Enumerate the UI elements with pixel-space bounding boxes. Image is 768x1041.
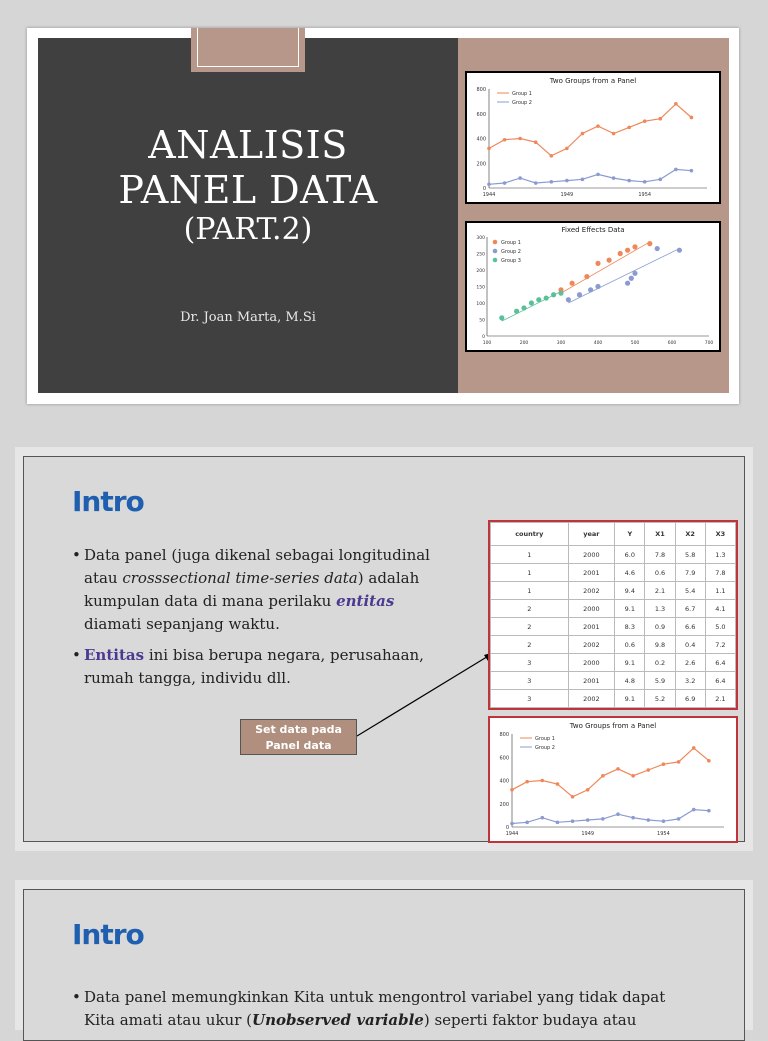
table-cell: 9.1: [615, 690, 645, 708]
table-cell: 9.1: [615, 654, 645, 672]
x-tick-label: 300: [556, 341, 566, 346]
table-cell: 6.0: [615, 546, 645, 564]
data-point: [577, 292, 582, 297]
table-cell: 7.9: [675, 564, 705, 582]
bullet-item: • Data panel memungkinkan Kita untuk mengontrol variabel yang tidak dapat Kita amati atau ukur (Unobserved variable) seperti faktor budaya atau: [72, 988, 666, 1029]
data-point: [643, 180, 647, 184]
x-tick-label: 1954: [657, 831, 670, 837]
bullet-item: • Entitas ini bisa berupa negara, perusahaan, rumah tangga, individu dll.: [72, 646, 424, 687]
data-point: [518, 176, 522, 180]
data-point: [618, 251, 623, 256]
bullet-text: ) adalah kumpulan data di mana perilaku: [84, 569, 420, 610]
line-chart-box: [465, 71, 721, 204]
table-row: [491, 546, 736, 564]
table-header-cell: Y: [615, 523, 645, 546]
chart-title: Two Groups from a Panel: [549, 77, 637, 85]
data-point: [549, 154, 553, 158]
entitas-term: entitas: [336, 592, 395, 610]
table-cell: 7.2: [705, 636, 735, 654]
data-point: [607, 258, 612, 263]
table-cell: 2.1: [645, 582, 675, 600]
data-point: [566, 297, 571, 302]
y-tick-label: 200: [499, 801, 509, 808]
data-point: [662, 762, 666, 766]
data-point: [596, 124, 600, 128]
title-slide: [27, 28, 739, 404]
data-point: [510, 822, 514, 826]
data-point: [616, 812, 620, 816]
slide-2: [23, 456, 745, 842]
table-cell: 9.4: [615, 582, 645, 600]
data-point: [692, 808, 696, 812]
table-cell: 2: [491, 600, 569, 618]
title-panel: [38, 38, 458, 393]
y-tick-label: 0: [482, 335, 485, 340]
panel-data-table: [490, 522, 736, 708]
data-point: [525, 780, 529, 784]
x-tick-label: 1954: [638, 192, 652, 198]
table-cell: 0.2: [645, 654, 675, 672]
series-line: [512, 748, 709, 797]
data-point: [690, 169, 694, 173]
decorative-tab: [191, 28, 305, 72]
data-point: [690, 116, 694, 120]
x-tick-label: 1944: [482, 192, 496, 198]
table-row: [491, 618, 736, 636]
table-cell: 2001: [568, 618, 615, 636]
table-cell: 5.9: [645, 672, 675, 690]
table-cell: 2: [491, 636, 569, 654]
data-point: [503, 181, 507, 185]
data-point: [525, 821, 529, 825]
bullet-text: Data panel memungkinkan Kita untuk mengontrol variabel yang tidak dapat: [84, 988, 666, 1006]
author-name: Dr. Joan Marta, M.Si: [180, 310, 316, 325]
table-cell: 2002: [568, 690, 615, 708]
table-row: [491, 672, 736, 690]
table-cell: 3.2: [675, 672, 705, 690]
table-header-cell: X1: [645, 523, 675, 546]
table-row: [491, 582, 736, 600]
line-chart: [467, 73, 719, 202]
decorative-tab-frame: [197, 28, 299, 67]
table-cell: 1: [491, 564, 569, 582]
y-tick-label: 50: [479, 318, 485, 324]
data-point: [643, 119, 647, 123]
y-tick-label: 600: [476, 111, 486, 118]
slide-heading: Intro: [72, 485, 144, 518]
slide-title-line2: PANEL DATA: [118, 168, 378, 212]
data-point: [612, 176, 616, 180]
table-cell: 5.8: [675, 546, 705, 564]
data-point: [556, 821, 560, 825]
data-point: [558, 291, 563, 296]
data-point: [616, 767, 620, 771]
table-cell: 0.6: [615, 636, 645, 654]
data-point: [632, 271, 637, 276]
table-header-cell: year: [568, 523, 615, 546]
legend-label: Group 2: [512, 100, 532, 106]
data-point: [586, 818, 590, 822]
data-point: [707, 809, 711, 813]
callout-box: Set data pada Panel data: [240, 719, 357, 755]
table-cell: 2000: [568, 600, 615, 618]
data-point: [625, 248, 630, 253]
bullet-text: ) seperti faktor budaya atau: [423, 1011, 637, 1029]
table-cell: 2001: [568, 672, 615, 690]
table-cell: 2.6: [675, 654, 705, 672]
bullet-item: • Data panel (juga dikenal sebagai longitudinal atau crosssectional time-series data) adalah kumpulan data di mana perilaku entitas diamati sepanjang waktu.: [72, 546, 430, 633]
table-cell: 6.7: [675, 600, 705, 618]
data-point: [588, 287, 593, 292]
table-cell: 9.1: [615, 600, 645, 618]
data-point: [692, 746, 696, 750]
slide-title-line1: ANALISIS: [148, 123, 348, 167]
data-point: [534, 140, 538, 144]
table-cell: 4.1: [705, 600, 735, 618]
data-point: [571, 795, 575, 799]
table-cell: 1.3: [705, 546, 735, 564]
bullet-text: ini bisa berupa negara, perusahaan, rumah tangga, individu dll.: [84, 646, 424, 687]
legend-swatch: [493, 249, 498, 254]
x-tick-label: 600: [667, 341, 677, 346]
table-cell: 0.9: [645, 618, 675, 636]
data-point: [707, 759, 711, 763]
data-point: [595, 284, 600, 289]
data-point: [601, 774, 605, 778]
legend-label: Group 1: [535, 736, 555, 742]
data-point: [544, 295, 549, 300]
table-cell: 5.4: [675, 582, 705, 600]
data-point: [581, 132, 585, 136]
scatter-chart: [467, 223, 719, 350]
data-point: [629, 276, 634, 281]
data-point: [631, 816, 635, 820]
data-point: [627, 179, 631, 183]
table-cell: 6.4: [705, 654, 735, 672]
data-point: [549, 180, 553, 184]
legend-swatch: [493, 240, 498, 245]
table-row: [491, 636, 736, 654]
data-point: [631, 774, 635, 778]
table-header-cell: X2: [675, 523, 705, 546]
data-point: [571, 819, 575, 823]
data-point: [565, 179, 569, 183]
table-cell: 0.6: [645, 564, 675, 582]
data-point: [529, 300, 534, 305]
chart-title: Fixed Effects Data: [561, 226, 625, 234]
table-cell: 2000: [568, 654, 615, 672]
table-header-cell: X3: [705, 523, 735, 546]
table-cell: 3: [491, 672, 569, 690]
y-tick-label: 800: [499, 732, 509, 738]
y-tick-label: 200: [476, 161, 486, 168]
table-cell: 4.6: [615, 564, 645, 582]
x-tick-label: 500: [630, 341, 640, 346]
data-point: [677, 760, 681, 764]
table-cell: 7.8: [705, 564, 735, 582]
y-tick-label: 600: [499, 755, 509, 762]
table-cell: 8.3: [615, 618, 645, 636]
table-cell: 5.0: [705, 618, 735, 636]
data-point: [521, 305, 526, 310]
bullet-text: diamati sepanjang waktu.: [84, 615, 280, 633]
data-point: [540, 816, 544, 820]
data-point: [565, 147, 569, 151]
bullet-list: [72, 986, 732, 1032]
y-tick-label: 300: [476, 236, 485, 241]
slide-heading: Intro: [72, 918, 144, 951]
table-cell: 6.6: [675, 618, 705, 636]
slide-3-frame: [15, 880, 753, 1030]
y-tick-label: 250: [476, 252, 485, 258]
y-tick-label: 400: [476, 136, 486, 143]
legend-swatch: [493, 258, 498, 263]
data-point: [534, 181, 538, 185]
y-tick-label: 800: [476, 87, 486, 93]
data-point: [677, 817, 681, 821]
bullet-text: Kita amati atau ukur (: [84, 1011, 252, 1029]
data-point: [510, 788, 514, 792]
table-cell: 3: [491, 654, 569, 672]
series-line: [489, 104, 691, 156]
data-point: [677, 248, 682, 253]
data-point: [581, 178, 585, 182]
table-cell: 6.9: [675, 690, 705, 708]
slide-3: [23, 889, 745, 1041]
data-point: [551, 292, 556, 297]
y-tick-label: 200: [476, 269, 485, 274]
table-header-cell: country: [491, 523, 569, 546]
entitas-term: Entitas: [84, 646, 145, 664]
table-cell: 0.4: [675, 636, 705, 654]
data-point: [674, 102, 678, 106]
slide-2-frame: [15, 447, 753, 851]
table-cell: 6.4: [705, 672, 735, 690]
table-row: [491, 564, 736, 582]
table-cell: 2002: [568, 582, 615, 600]
scatter-chart-box: [465, 221, 721, 352]
data-point: [662, 819, 666, 823]
table-cell: 1: [491, 582, 569, 600]
data-point: [536, 297, 541, 302]
callout-arrow: [354, 647, 504, 747]
line-chart: [490, 718, 736, 841]
table-row: [491, 690, 736, 708]
data-point: [612, 132, 616, 136]
data-point: [601, 817, 605, 821]
data-point: [586, 788, 590, 792]
data-point: [487, 147, 491, 151]
data-point: [674, 168, 678, 172]
y-tick-label: 100: [476, 302, 485, 307]
fit-line: [561, 242, 650, 293]
table-cell: 1.3: [645, 600, 675, 618]
legend-label: Group 1: [501, 240, 521, 246]
data-point: [625, 281, 630, 286]
table-cell: 1.1: [705, 582, 735, 600]
x-tick-label: 100: [482, 341, 492, 346]
image-panel: [458, 38, 729, 393]
data-point: [499, 315, 504, 320]
x-tick-label: 1949: [581, 831, 595, 837]
data-point: [595, 261, 600, 266]
table-cell: 7.8: [645, 546, 675, 564]
table-cell: 2000: [568, 546, 615, 564]
chart-title: Two Groups from a Panel: [569, 722, 657, 730]
legend-label: Group 1: [512, 91, 532, 97]
data-point: [596, 173, 600, 177]
table-row: [491, 654, 736, 672]
legend-label: Group 2: [501, 249, 521, 255]
legend-label: Group 3: [501, 258, 521, 264]
data-point: [570, 281, 575, 286]
data-point: [646, 818, 650, 822]
x-tick-label: 1949: [560, 192, 574, 198]
table-cell: 3: [491, 690, 569, 708]
data-point: [584, 274, 589, 279]
line-chart-frame: [488, 716, 738, 843]
data-point: [658, 178, 662, 182]
table-cell: 1: [491, 546, 569, 564]
data-point: [632, 244, 637, 249]
data-point: [655, 246, 660, 251]
table-cell: 5.2: [645, 690, 675, 708]
data-point: [647, 241, 652, 246]
data-point: [556, 782, 560, 786]
bullet-text: Data panel (juga dikenal sebagai longitudinal atau: [84, 546, 430, 587]
legend-label: Group 2: [535, 745, 555, 751]
data-point: [514, 309, 519, 314]
table-cell: 9.8: [645, 636, 675, 654]
unobserved-variable-term: Unobserved variable: [252, 1011, 424, 1029]
table-header-row: [491, 523, 736, 546]
table-cell: 2002: [568, 636, 615, 654]
table-row: [491, 600, 736, 618]
y-tick-label: 0: [482, 186, 486, 192]
x-tick-label: 200: [519, 341, 529, 346]
data-point: [503, 138, 507, 142]
y-tick-label: 400: [499, 778, 509, 785]
data-point: [646, 768, 650, 772]
data-point: [627, 126, 631, 130]
y-tick-label: 150: [476, 285, 485, 291]
data-point: [540, 779, 544, 783]
data-point: [487, 182, 491, 186]
data-point: [518, 137, 522, 141]
table-cell: 2.1: [705, 690, 735, 708]
panel-data-table-frame: [488, 520, 738, 710]
x-tick-label: 400: [593, 341, 603, 346]
table-cell: 2: [491, 618, 569, 636]
y-tick-label: 0: [505, 825, 509, 831]
x-tick-label: 700: [704, 341, 714, 346]
bullet-italic-text: crosssectional time-series data: [122, 569, 358, 587]
table-cell: 4.8: [615, 672, 645, 690]
data-point: [658, 117, 662, 121]
slide-title-line3: (PART.2): [183, 212, 313, 247]
table-cell: 2001: [568, 564, 615, 582]
x-tick-label: 1944: [505, 831, 519, 837]
